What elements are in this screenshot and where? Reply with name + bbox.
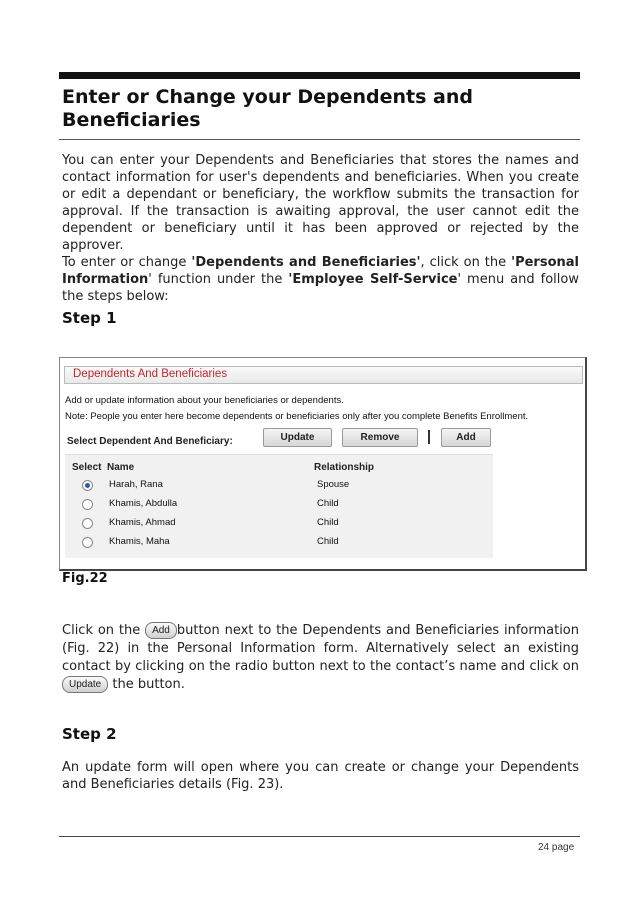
fig-separator xyxy=(428,430,430,444)
page-title-line2: Beneficiaries xyxy=(62,109,201,131)
step1-text-c: the button. xyxy=(108,677,185,692)
instr-text-1: To enter or change xyxy=(62,255,192,270)
row-name: Harah, Rana xyxy=(109,479,163,490)
row-relationship: Child xyxy=(317,517,339,528)
step1-heading: Step 1 xyxy=(62,309,117,327)
page-title xyxy=(62,86,582,132)
fig-note-line: Note: People you enter here become dependents or beneficiaries only after you complete Benefits Enrollment. xyxy=(65,411,529,422)
inline-add-button[interactable]: Add xyxy=(145,622,177,639)
fig-dependents-table xyxy=(65,454,493,558)
fig-remove-button[interactable]: Remove xyxy=(342,428,418,447)
step1-text-b: button next to the Dependents and Beneficiaries information (Fig. 22) in the Personal Information form. Alternatively select an existing contact by clicking on the radio button next to the contact’s name and click on xyxy=(62,623,579,674)
intro-paragraph xyxy=(62,152,579,305)
radio-button[interactable] xyxy=(82,537,93,548)
radio-button[interactable] xyxy=(82,518,93,529)
row-name: Khamis, Ahmad xyxy=(109,517,176,528)
instr-text-3: ' function under the xyxy=(148,272,289,287)
figure-dependents-screenshot xyxy=(59,357,587,571)
intro-text: You can enter your Dependents and Beneficiaries that stores the names and contact information for user's dependents and beneficiaries. When you create or edit a dependant or beneficiary, the workflow submits the transaction for approval. If the transaction is awaiting approval, the user cannot edit the dependent or beneficiary until it has been approved or rejected by the approver. xyxy=(62,153,579,253)
page-title-line1: Enter or Change your Dependents and xyxy=(62,86,474,108)
row-name: Khamis, Abdulla xyxy=(109,498,178,509)
instr-text-4: ' menu and follow the steps below: xyxy=(62,272,579,304)
fig-col-name: Name xyxy=(107,462,135,473)
radio-button[interactable] xyxy=(82,480,93,491)
inline-update-button[interactable]: Update xyxy=(62,676,108,693)
step1-text-a: Click on the xyxy=(62,623,146,638)
fig-header-title: Dependents And Beneficiaries xyxy=(73,368,228,380)
fig-header xyxy=(64,366,583,384)
title-divider xyxy=(59,139,580,140)
step2-paragraph: An update form will open where you can create or change your Dependents and Beneficiaries details (Fig. 23). xyxy=(62,760,579,792)
fig-col-relationship: Relationship xyxy=(314,462,375,473)
row-name: Khamis, Maha xyxy=(109,536,170,547)
fig-select-label: Select Dependent And Beneficiary: xyxy=(67,436,233,447)
figure-caption: Fig.22 xyxy=(62,571,108,586)
fig-col-select: Select xyxy=(72,462,102,473)
fig-info-line: Add or update information about your beneficiaries or dependents. xyxy=(65,395,344,406)
footer-divider xyxy=(59,836,580,837)
fig-add-button[interactable]: Add xyxy=(441,428,491,447)
row-relationship: Child xyxy=(317,536,339,547)
instr-bold-3: 'Employee Self-Service xyxy=(288,272,458,287)
instr-text-2: , click on the xyxy=(420,255,512,270)
row-relationship: Spouse xyxy=(317,479,350,490)
fig-update-button[interactable]: Update xyxy=(263,428,332,447)
step2-heading: Step 2 xyxy=(62,725,117,743)
instr-bold-1: 'Dependents and Beneficiaries' xyxy=(191,255,421,270)
radio-button[interactable] xyxy=(82,499,93,510)
header-bar xyxy=(59,72,580,79)
page-number: 24 page xyxy=(538,842,575,853)
instr-bold-2: 'Personal Information xyxy=(62,255,579,287)
row-relationship: Child xyxy=(317,498,339,509)
step1-paragraph xyxy=(62,622,579,694)
